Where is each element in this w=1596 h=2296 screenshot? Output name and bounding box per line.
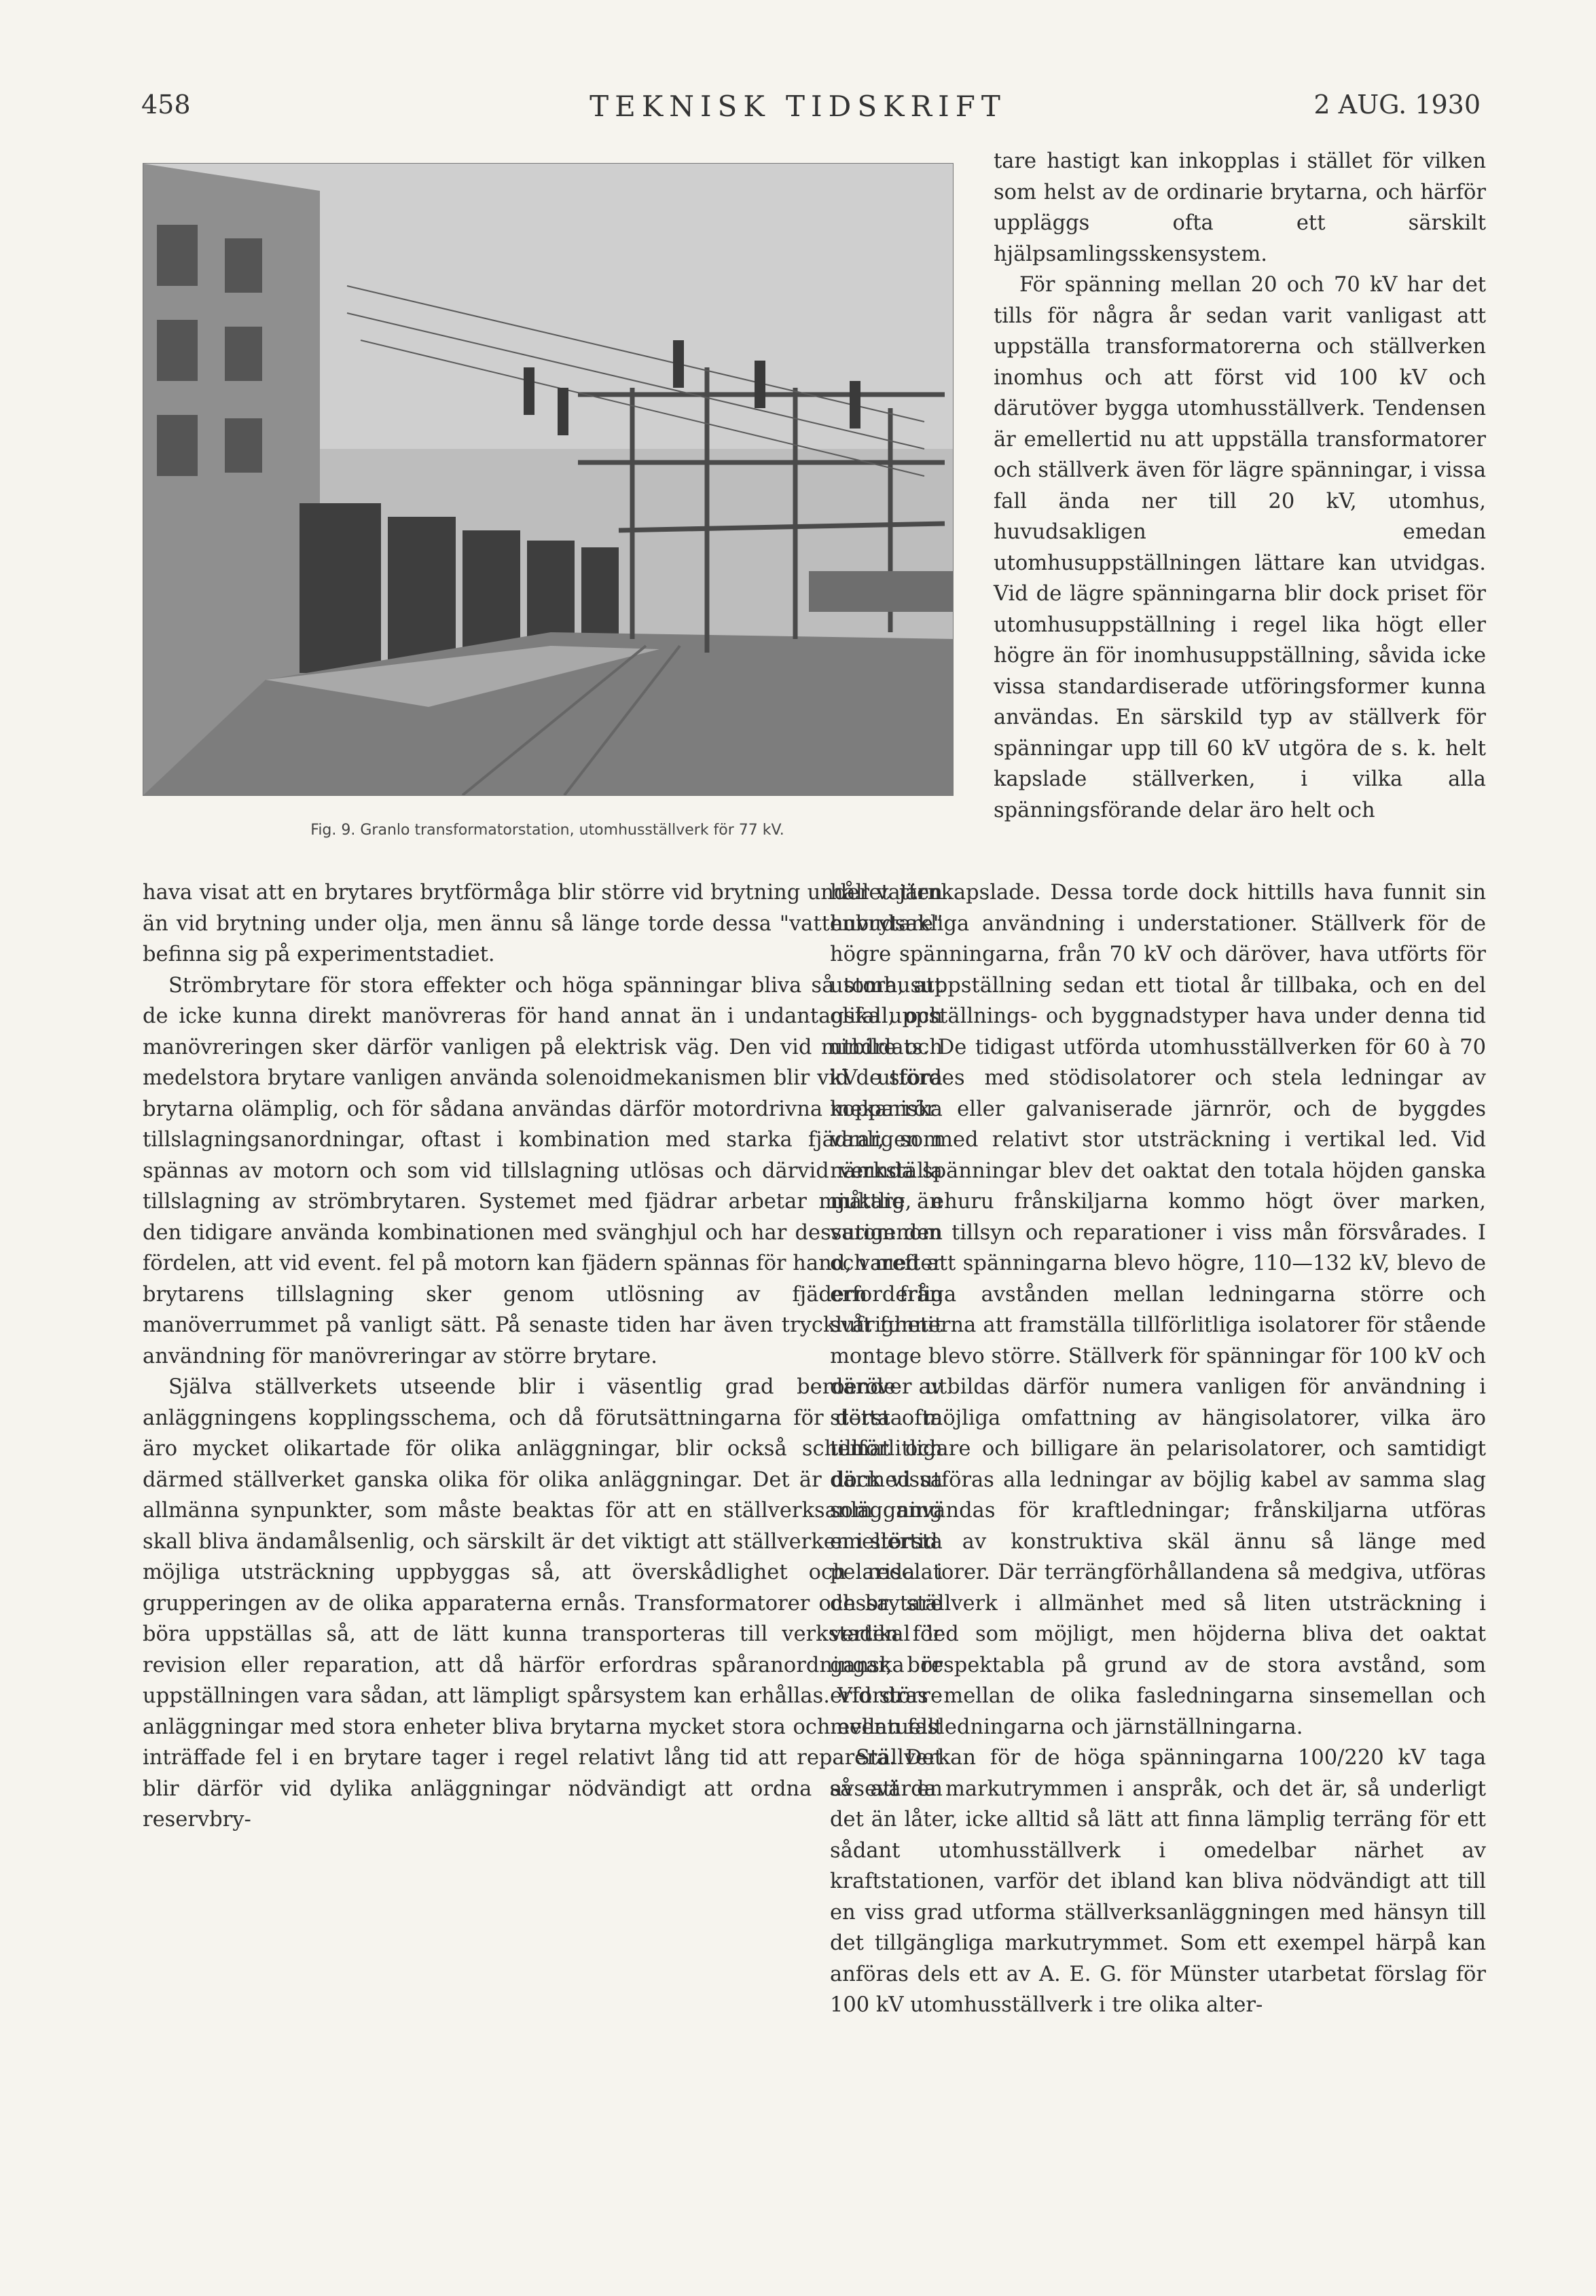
- page-number: 458: [141, 90, 191, 120]
- paragraph: hållet järnkapslade. Dessa torde dock hittills hava funnit sin huvudsakliga användning i understationer. Ställverk för de högre spänningarna, från 70 kV och däröver, hava utförts för utomhusuppställning sedan ett tiotal år tillbaka, och en del olika uppställnings- och byggnadstyper hava under denna tid utbildats. De tidigast utförda utomhusställverken för 60 à 70 kV utfördes med stödisolatorer och stela ledningar av kopparrör eller galvaniserade järnrör, och de byggdes vanligen med relativt stor utsträckning i vertikal led. Vid nämnda spänningar blev det oaktat den totala höjden ganska måttlig, ehuru frånskiljarna kommo högt över marken, varigenom tillsyn och reparationer i viss mån försvårades. I och med att spänningarna blevo högre, 110—132 kV, blevo de erforderliga avstånden mellan ledningarna större och svårigheterna att framställa tillförlitliga isolatorer för stående montage blevo större. Ställverk för spänningar för 100 kV och däröver utbildas därför numera vanligen för användning i största möjliga omfattning av hängisolatorer, vilka äro tillförlitligare och billigare än pelarisolatorer, och samtidigt därmed utföras alla ledningar av böjlig kabel av samma slag som användas för kraftledningar; frånskiljarna utföras emellertid av konstruktiva skäl ännu så länge med pelarisolatorer. Där terrängförhållandena så medgiva, utföras dessa ställverk i allmänhet med så liten utsträckning i vertikal led som möjligt, men höjderna bliva det oaktat ganska respektabla på grund av de stora avstånd, som erfordras mellan de olika fasledningarna sinsemellan och mellan fasledningarna och järnställningarna.: [830, 881, 1486, 1739]
- journal-title: TEKNISK TIDSKRIFT: [590, 90, 1006, 123]
- paragraph: Ställverkan för de höga spänningarna 100/220 kV taga avsevärda markutrymmen i anspråk, och det är, så underligt det än låter, icke alltid så lätt att finna lämplig terräng för ett sådant utomhusställverk i omedelbar närhet av kraftstationen, varför det ibland kan bliva nödvändigt att till en viss grad utforma ställverksanläggningen med hänsyn till det tillgängliga markutrymmet. Som ett exempel härpå kan anföras dels ett av A. E. G. för Münster utarbetat förslag för 100 kV utomhusställverk i tre olika alter-: [830, 1746, 1486, 2017]
- paragraph: hava visat att en brytares brytförmåga blir större vid brytning under vatten än vid brytning under olja, men ännu så länge torde dessa "vattenbrytare" befinna sig på experimentstadiet.: [143, 881, 943, 966]
- figure-caption: Fig. 9. Granlo transformatorstation, utomhusställverk för 77 kV.: [310, 822, 784, 839]
- paragraph: Själva ställverkets utseende blir i väsentlig grad beroende av anläggningens kopplingsschema, och då förutsättningarna för detta ofta äro mycket olikartade för olika anläggningar, blir också schemat och därmed ställverket ganska olika för olika anläggningar. Det är dock vissa allmänna synpunkter, som måste beaktas för att en ställverksanläggning skall bliva ändamålsenlig, och särskilt är det viktigt att ställverken i största möjliga utsträckning uppbyggas så, att överskådlighet och reda i grupperingen av de olika apparaterna ernås. Transformatorer och brytare böra uppställas så, att de lätt kunna transporteras till verkstaden för revision eller reparation, att då härför erfordras spåranordningar, bör uppställningen vara sådan, att lämpligt spårsystem kan erhållas. Vid större anläggningar med stora enheter bliva brytarna mycket stora och eventuellt inträffade fel i en brytare tager i regel relativt lång tid att reparera. Det blir därför vid dylika anläggningar nödvändigt att ordna så att en reservbry-: [143, 1375, 943, 1832]
- substation-photo: [143, 163, 954, 796]
- paragraph: För spänning mellan 20 och 70 kV har det tills för några år sedan varit vanligast att uppställa transformatorerna och ställverken inomhus och att först vid 100 kV och därutöver bygga utomhusställverk. Tendensen är emellertid nu att uppställa transformatorer och ställverk även för lägre spänningar, i vissa fall ända ner till 20 kV, utomhus, huvudsakligen emedan utomhusuppställningen lättare kan utvidgas. Vid de lägre spänningarna blir dock priset för utomhusuppställning i regel lika högt eller högre än för inomhusuppställning, såvida icke vissa standardiserade utföringsformer kunna användas. En särskild typ av ställverk för spänningar upp till 60 kV utgöra de s. k. helt kapslade ställverken, i vilka alla spänningsförande delar äro helt och: [994, 273, 1486, 822]
- right-column: [830, 877, 1486, 2021]
- paragraph: Strömbrytare för stora effekter och höga spänningar bliva så stora, att de icke kunna direkt manövreras för hand annat än i undantagsfall, och manövreringen sker därför vanligen på elektrisk väg. Den vid mindre och medelstora brytare vanligen använda solenoidmekanismen blir vid de stora brytarna olämplig, och för sådana användas därför motordrivna mekaniska tillslagningsanordningar, oftast i kombination med starka fjädrar, som spännas av motorn och som vid tillslagning utlösas och därvid verkställa tillslagning av strömbrytaren. Systemet med fjädrar arbetar mjukare än den tidigare använda kombinationen med svänghjul och har dessutom den fördelen, att vid event. fel på motorn kan fjädern spännas för hand, varefter brytarens tillslagning sker genom utlösning av fjädern från manöverrummet på vanligt sätt. På senaste tiden har även tryckluft funnit användning för manövreringar av större brytare.: [143, 973, 943, 1368]
- substation-photo-drawing: [143, 164, 953, 795]
- right-column-top: [994, 146, 1486, 826]
- issue-date: 2 AUG. 1930: [1313, 90, 1481, 120]
- paragraph: tare hastigt kan inkopplas i stället för vilken som helst av de ordinarie brytarna, och härför uppläggs ofta ett särskilt hjälpsamlingsskensystem.: [994, 149, 1486, 266]
- left-column: [143, 877, 943, 1836]
